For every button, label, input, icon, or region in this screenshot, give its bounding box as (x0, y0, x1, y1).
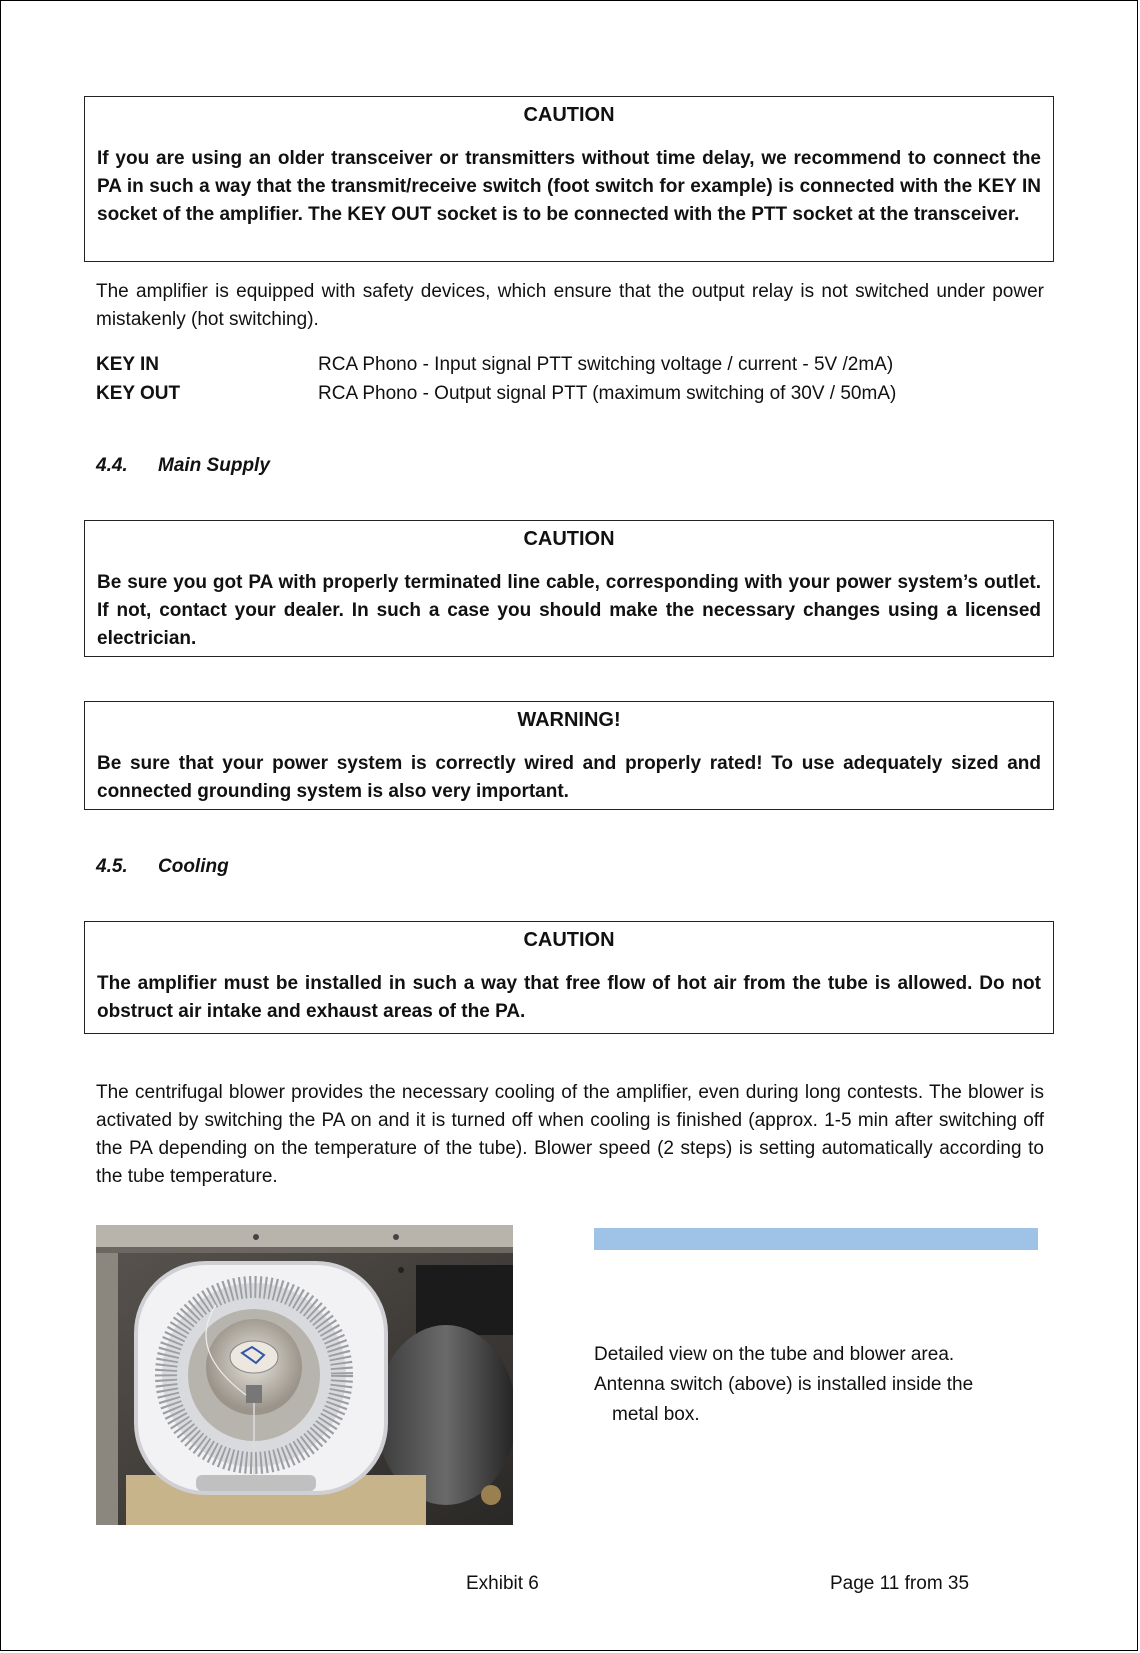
caution-text: If you are using an older transceiver or transmitters without time delay, we recommend to connect the PA in such a way that the transmit/receive switch (foot switch for example) is connected with the KEY IN socket of the amplifier. The KEY OUT socket is to be connected with the PTT socket at the transceiver. (97, 148, 1041, 225)
warning-box (84, 701, 1054, 810)
key-in-label: KEY IN (96, 354, 160, 375)
photo-caption (594, 1340, 1054, 1430)
section-number: 4.4. (96, 455, 128, 476)
section-title: Cooling (158, 856, 229, 877)
caption-line-1: Detailed view on the tube and blower area. (594, 1344, 955, 1365)
caution-heading: CAUTION (523, 104, 615, 126)
caution-box-cooling (84, 921, 1054, 1034)
section-heading-cooling (96, 856, 229, 878)
caution-box-key-in (84, 96, 1054, 262)
blower-illustration (96, 1225, 513, 1525)
cooling-paragraph: The centrifugal blower provides the necessary cooling of the amplifier, even during long contests. The blower is activated by switching the PA on and it is turned off when cooling is finished (approx. 1-5 min after switching off the PA depending on the temperature of the tube). Blower speed (2 steps) is setting automatically according to the tube temperature. (96, 1082, 1044, 1187)
footer-page-number: Page 11 from 35 (830, 1573, 970, 1594)
caution-text: Be sure you got PA with properly terminated line cable, corresponding with your power system’s outlet. If not, contact your dealer. In such a case you should make the necessary changes using a licensed electrician. (97, 572, 1041, 649)
warning-heading: WARNING! (517, 709, 621, 731)
caution-box-main-supply (84, 520, 1054, 657)
caution-heading: CAUTION (523, 528, 615, 550)
key-out-value: RCA Phono - Output signal PTT (maximum switching of 30V / 50mA) (318, 383, 897, 404)
warning-text: Be sure that your power system is correctly wired and properly rated! To use adequately sized and connected grounding system is also very important. (97, 753, 1041, 802)
caution-text: The amplifier must be installed in such a way that free flow of hot air from the tube is allowed. Do not obstruct air intake and exhaust areas of the PA. (97, 973, 1041, 1022)
section-number: 4.5. (96, 856, 128, 877)
footer-exhibit: Exhibit 6 (466, 1573, 539, 1594)
safety-paragraph: The amplifier is equipped with safety devices, which ensure that the output relay is not switched under power mistakenly (hot switching). (96, 281, 1044, 330)
blower-photo (96, 1225, 513, 1525)
key-in-value: RCA Phono - Input signal PTT switching voltage / current - 5V /2mA) (318, 354, 894, 375)
caution-heading: CAUTION (523, 929, 615, 951)
caption-line-2: Antenna switch (above) is installed inside the (594, 1374, 974, 1395)
section-heading-main-supply (96, 455, 270, 477)
key-out-label: KEY OUT (96, 383, 181, 404)
caption-color-bar (594, 1228, 1038, 1250)
caption-line-3: metal box. (612, 1404, 700, 1425)
section-title: Main Supply (158, 455, 270, 476)
